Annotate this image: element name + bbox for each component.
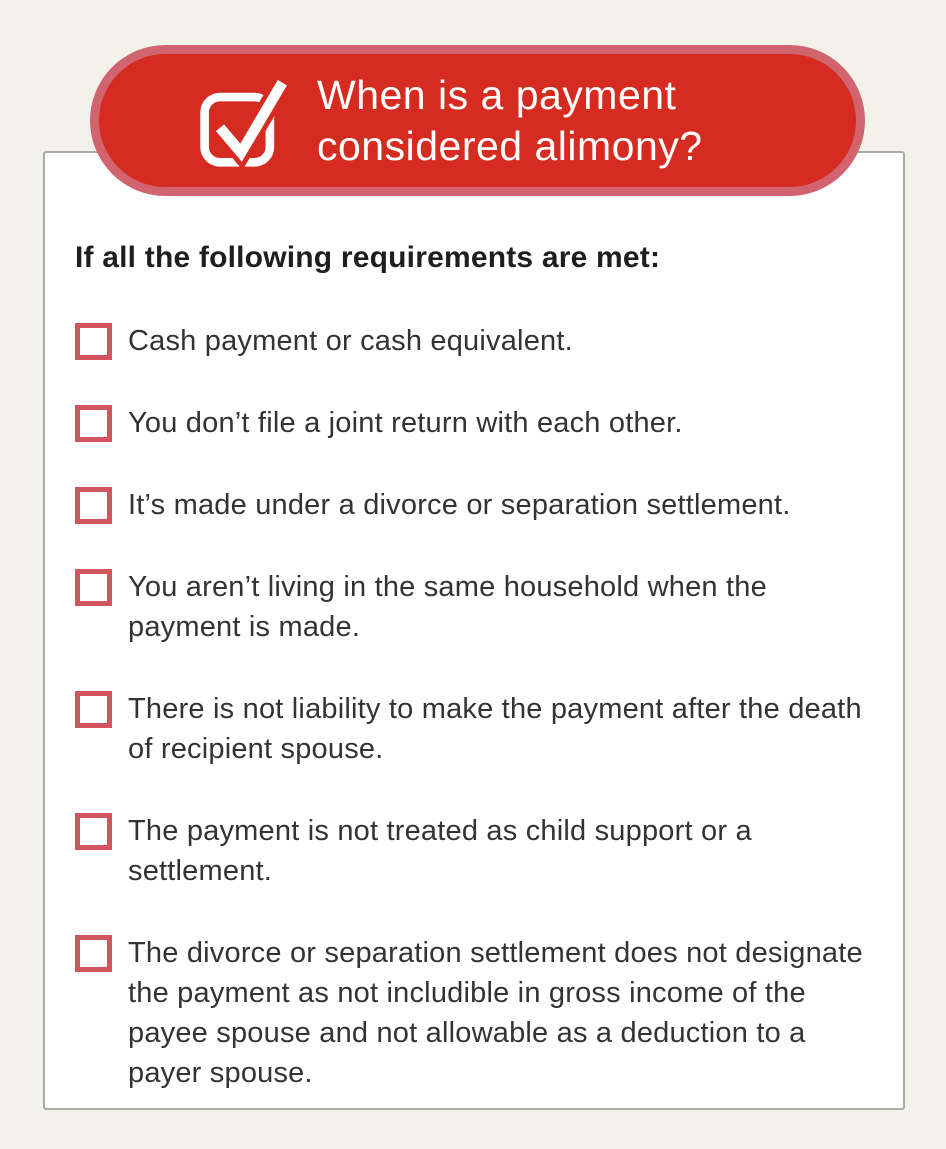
item-text: Cash payment or cash equivalent. [128, 325, 573, 357]
page-title-line1: When is a payment [317, 71, 677, 118]
checklist-item [75, 933, 875, 1093]
checklist-item [75, 811, 875, 891]
item-checkbox[interactable] [75, 813, 112, 850]
title-banner [90, 45, 865, 196]
item-checkbox[interactable] [75, 691, 112, 728]
checklist-item [75, 403, 875, 443]
checklist-item [75, 567, 875, 647]
checked-checkbox-icon [195, 74, 291, 170]
requirements-heading: If all the following requirements are met: [75, 241, 661, 274]
page-title [317, 70, 703, 172]
item-text: It’s made under a divorce or separation settlement. [128, 489, 791, 521]
item-checkbox[interactable] [75, 487, 112, 524]
item-checkbox[interactable] [75, 569, 112, 606]
checklist-item [75, 485, 875, 525]
page-title-line2: considered alimony? [317, 122, 703, 169]
item-text: The divorce or separation settlement does not designate the payment as not includible in gross income of the payee spouse and not allowable as a deduction to a payer spouse. [128, 937, 863, 1089]
item-text: There is not liability to make the payment after the death of recipient spouse. [128, 693, 862, 765]
item-checkbox[interactable] [75, 935, 112, 972]
checklist [75, 321, 875, 1093]
checklist-item [75, 689, 875, 769]
item-checkbox[interactable] [75, 405, 112, 442]
item-text: You don’t file a joint return with each other. [128, 407, 683, 439]
item-checkbox[interactable] [75, 323, 112, 360]
item-text: You aren’t living in the same household when the payment is made. [128, 571, 767, 643]
alimony-requirements-card [43, 151, 905, 1110]
checklist-item [75, 321, 875, 361]
item-text: The payment is not treated as child support or a settlement. [128, 815, 752, 887]
